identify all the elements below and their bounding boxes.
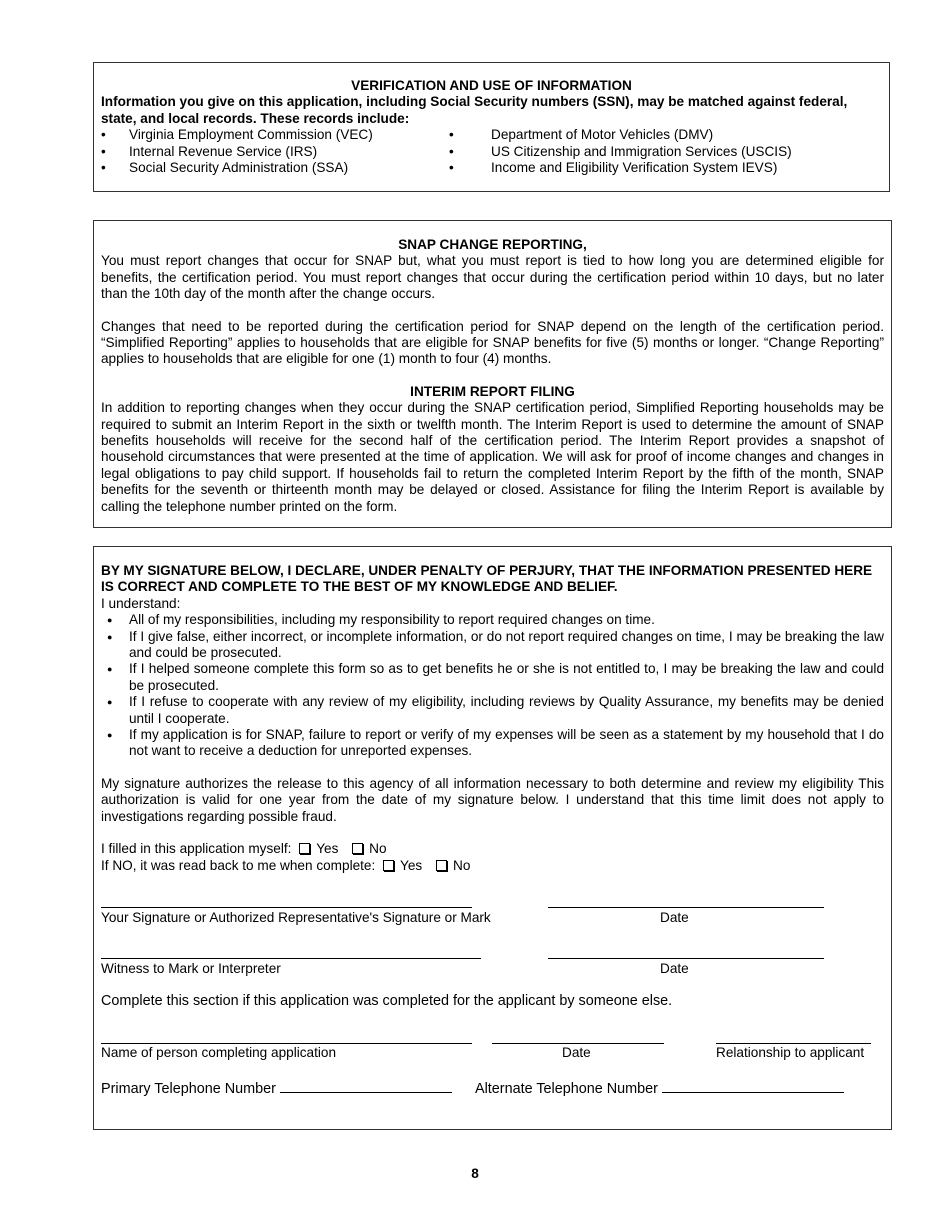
- authorization-paragraph: My signature authorizes the release to this agency of all information necessary to both determine and review my eligibility This authorization is valid for one year from the date of my signature below. I understand that this time limit does not apply to investigations regarding possible fraud.: [101, 775, 884, 824]
- signature-date-line[interactable]: [548, 907, 824, 908]
- alternate-phone-row: [475, 1080, 844, 1097]
- responsibility-item: ● If I refuse to cooperate with any review of my eligibility, including reviews by Quality Assurance, my benefits may be denied until I cooperate.: [101, 694, 884, 727]
- primary-phone-field[interactable]: [280, 1080, 452, 1093]
- responsibility-item: ● If I give false, either incorrect, or incomplete information, or do not report required changes on time, I may be breaking the law and could be prosecuted.: [101, 629, 884, 662]
- alternate-phone-field[interactable]: [662, 1080, 844, 1093]
- signature-line[interactable]: [101, 907, 472, 908]
- responsibility-item: ● All of my responsibilities, including my responsibility to report required changes on time.: [101, 612, 884, 628]
- filled-myself-row: [101, 841, 884, 857]
- verification-title: VERIFICATION AND USE OF INFORMATION: [351, 78, 632, 93]
- date-label: Date: [562, 1045, 591, 1060]
- witness-line[interactable]: [101, 958, 481, 959]
- interim-title: INTERIM REPORT FILING: [410, 383, 575, 399]
- understand-label: I understand:: [101, 595, 181, 611]
- record-source-item: • Social Security Administration (SSA): [101, 160, 449, 176]
- date-label: Date: [660, 910, 689, 925]
- preparer-name-line[interactable]: [101, 1043, 472, 1044]
- record-source-item: • Department of Motor Vehicles (DMV): [449, 127, 879, 143]
- declaration-heading: BY MY SIGNATURE BELOW, I DECLARE, UNDER PENALTY OF PERJURY, THAT THE INFORMATION PRESENTED HERE IS CORRECT AND COMPLETE TO THE BEST OF MY KNOWLEDGE AND BELIEF.: [101, 563, 873, 595]
- read-back-label: If NO, it was read back to me when complete:: [101, 857, 376, 873]
- filled-no-checkbox[interactable]: [352, 843, 363, 854]
- date-label: Date: [660, 961, 689, 976]
- relationship-label: Relationship to applicant: [716, 1045, 865, 1060]
- record-source-item: • Income and Eligibility Verification System IEVS): [449, 160, 879, 176]
- preparer-name-label: Name of person completing application: [101, 1045, 337, 1060]
- read-back-yes-checkbox[interactable]: [383, 860, 394, 871]
- yes-label: Yes: [400, 857, 423, 873]
- preparer-date-line[interactable]: [492, 1043, 664, 1044]
- responsibility-item: ● If my application is for SNAP, failure to report or verify of my expenses will be seen as a statement by my household that I do not want to receive a deduction for unreported expenses.: [101, 727, 884, 760]
- complete-note: Complete this section if this application was completed for the applicant by someone else.: [101, 993, 673, 1009]
- filled-myself-label: I filled in this application myself:: [101, 841, 292, 857]
- page-number: 8: [471, 1166, 479, 1181]
- snap-title: SNAP CHANGE REPORTING,: [398, 237, 587, 252]
- record-source-item: • Internal Revenue Service (IRS): [101, 144, 449, 160]
- no-label: No: [453, 857, 471, 873]
- no-label: No: [369, 841, 387, 857]
- primary-phone-label: Primary Telephone Number: [101, 1081, 276, 1097]
- relationship-line[interactable]: [716, 1043, 871, 1044]
- read-back-row: [101, 858, 884, 874]
- primary-phone-row: [101, 1080, 452, 1097]
- interim-paragraph: In addition to reporting changes when they occur during the SNAP certification period, Simplified Reporting households may be required to submit an Interim Report in the sixth or twelfth month. The Interim Report is used to determine the amount of SNAP benefits households will receive for the second half of the certification period. The Interim Report provides a snapshot of household circumstances that were presented at the time of application. We will ask for proof of income changes and changes in legal obligations to pay child support. If households fail to return the completed Interim Report by the fifth of the month, SNAP benefits for the seventh or thirteenth month may be delayed or closed. Assistance for filing the Interim Report is available by calling the telephone number printed on the form.: [101, 400, 884, 514]
- snap-paragraph-1: You must report changes that occur for SNAP but, what you must report is tied to how long you are determined eligible for benefits, the certification period. You must report changes that occur during the certification period within 10 days, but no later than the 10th day of the month after the change occurs.: [101, 253, 884, 302]
- responsibility-item: ● If I helped someone complete this form so as to get benefits he or she is not entitled to, I may be breaking the law and could be prosecuted.: [101, 661, 884, 694]
- verification-section: [93, 62, 890, 192]
- record-source-item: • Virginia Employment Commission (VEC): [101, 127, 449, 143]
- snap-reporting-section: [93, 220, 892, 528]
- witness-date-line[interactable]: [548, 958, 824, 959]
- alternate-phone-label: Alternate Telephone Number: [475, 1081, 658, 1097]
- verification-intro: Information you give on this application, including Social Security numbers (SSN), may be matched against federal, state, and local records. These records include:: [101, 94, 848, 126]
- signature-label: Your Signature or Authorized Representative's Signature or Mark: [101, 910, 491, 925]
- witness-label: Witness to Mark or Interpreter: [101, 961, 281, 976]
- yes-label: Yes: [316, 841, 339, 857]
- read-back-no-checkbox[interactable]: [436, 860, 447, 871]
- record-source-item: • US Citizenship and Immigration Services (USCIS): [449, 144, 879, 160]
- filled-yes-checkbox[interactable]: [299, 843, 310, 854]
- snap-paragraph-2: Changes that need to be reported during the certification period for SNAP depend on the length of the certification period. “Simplified Reporting” applies to households that are eligible for SNAP benefits for five (5) months or longer. “Change Reporting” applies to households that are eligible for one (1) month to four (4) months.: [101, 318, 884, 367]
